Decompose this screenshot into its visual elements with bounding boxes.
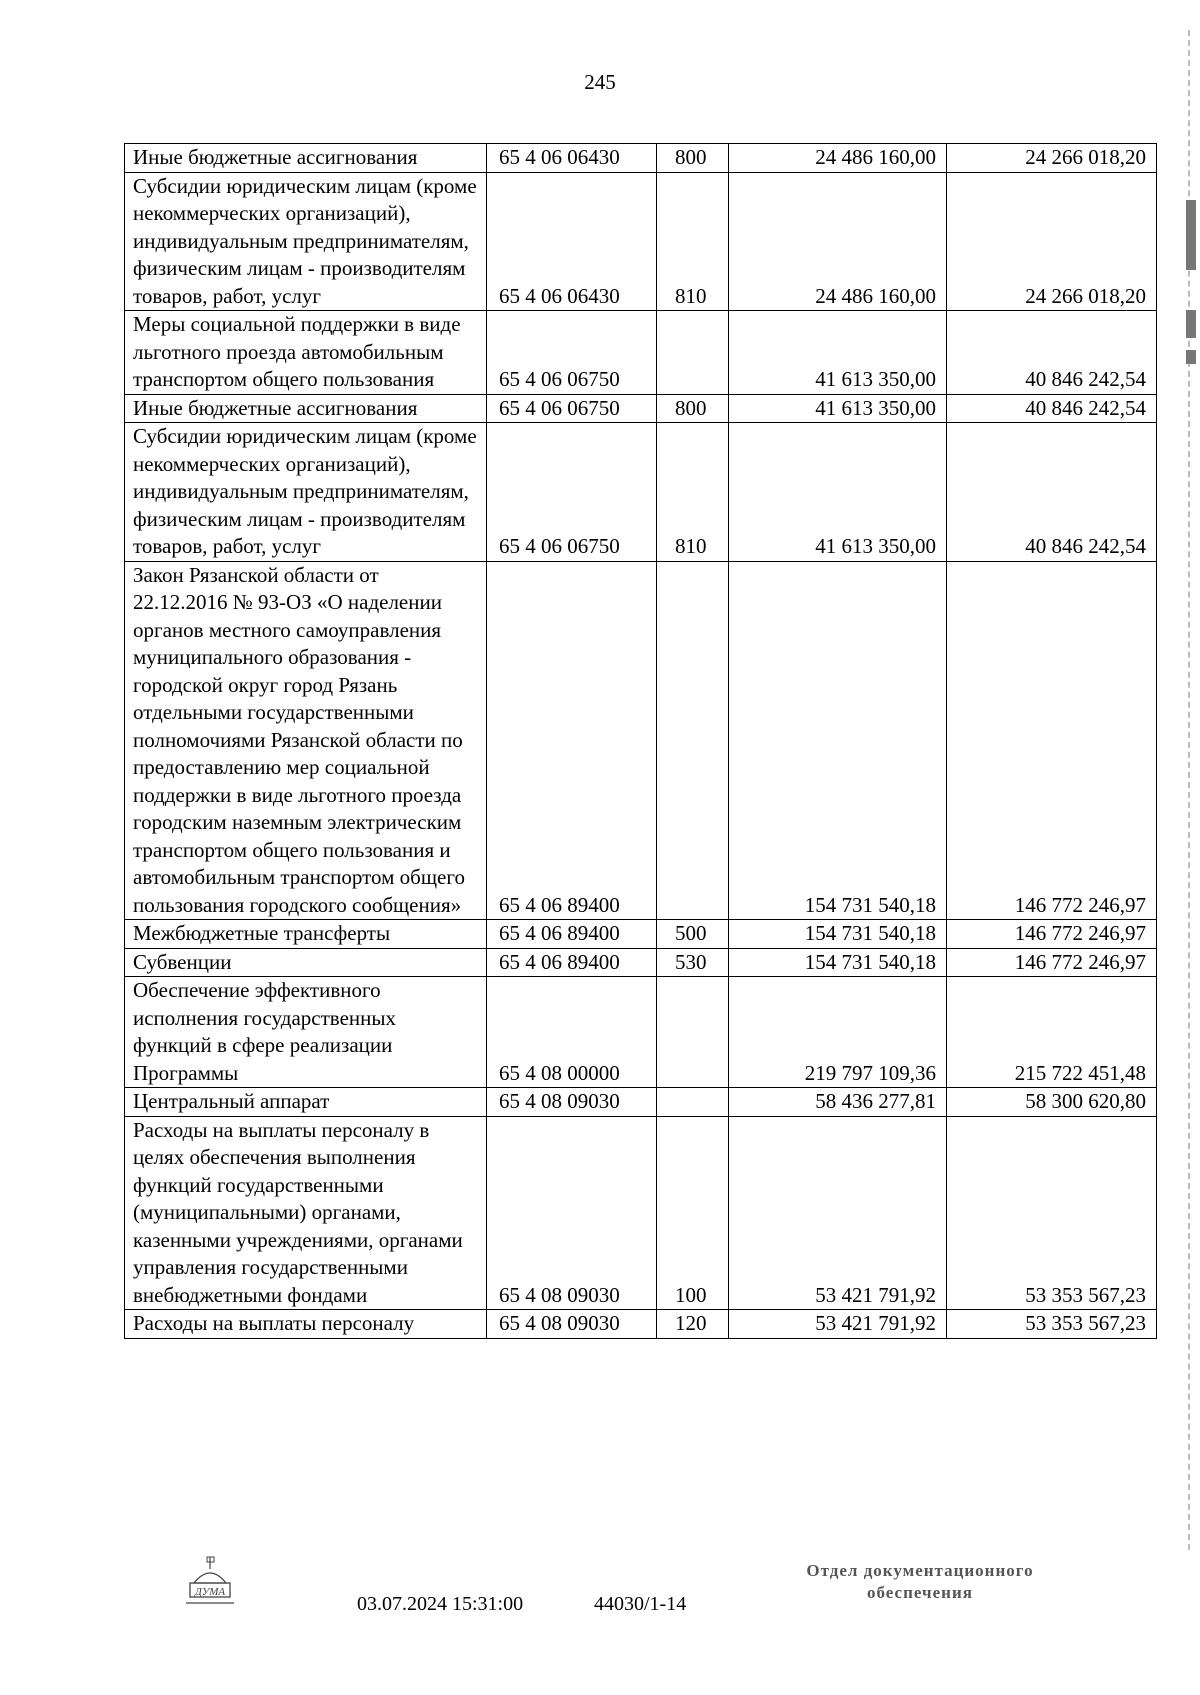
cell-plan: 154 731 540,18 — [729, 948, 947, 977]
cell-name: Субсидии юридическим лицам (кроме некоммерческих организаций), индивидуальным предпринимателям, физическим лицам - производителям товаров, работ, услуг — [125, 423, 487, 562]
cell-code: 65 4 06 06430 — [487, 172, 657, 311]
cell-plan: 219 797 109,36 — [729, 977, 947, 1088]
table-row — [125, 311, 1157, 395]
table-row — [125, 920, 1157, 949]
stamp-line-2: обеспечения — [867, 1583, 973, 1602]
cell-name: Иные бюджетные ассигнования — [125, 394, 487, 423]
cell-name: Расходы на выплаты персоналу — [125, 1310, 487, 1339]
cell-plan: 24 486 160,00 — [729, 172, 947, 311]
footer-doc-number: 44030/1-14 — [594, 1593, 687, 1615]
cell-type: 530 — [657, 948, 729, 977]
cell-actual: 24 266 018,20 — [947, 172, 1157, 311]
scan-edge-marks — [1188, 30, 1193, 1550]
duma-logo — [180, 1555, 240, 1615]
cell-type: 810 — [657, 172, 729, 311]
cell-plan: 154 731 540,18 — [729, 920, 947, 949]
cell-code: 65 4 06 06750 — [487, 311, 657, 395]
cell-type: 100 — [657, 1116, 729, 1310]
cell-plan: 41 613 350,00 — [729, 311, 947, 395]
cell-actual: 53 353 567,23 — [947, 1116, 1157, 1310]
cell-name: Субвенции — [125, 948, 487, 977]
cell-name: Закон Рязанской области от 22.12.2016 № 93-ОЗ «О наделении органов местного самоуправления муниципального образования - городской округ город Рязань отдельными государственными полномочиями Рязанской области по предоставлению мер социальной поддержки в виде льготного проезда городским наземным электрическим транспортом общего пользования и автомобильным транспортом общего пользования городского сообщения» — [125, 561, 487, 920]
table-row — [125, 394, 1157, 423]
cell-plan: 58 436 277,81 — [729, 1088, 947, 1117]
cell-name: Меры социальной поддержки в виде льготного проезда автомобильным транспортом общего пользования — [125, 311, 487, 395]
table-row — [125, 977, 1157, 1088]
cell-actual: 53 353 567,23 — [947, 1310, 1157, 1339]
cell-actual: 40 846 242,54 — [947, 311, 1157, 395]
cell-name: Расходы на выплаты персоналу в целях обеспечения выполнения функций государственными (муниципальными) органами, казенными учреждениями, органами управления государственными внебюджетными фондами — [125, 1116, 487, 1310]
cell-code: 65 4 06 06750 — [487, 423, 657, 562]
cell-actual: 215 722 451,48 — [947, 977, 1157, 1088]
page-number: 245 — [584, 70, 616, 94]
cell-actual: 24 266 018,20 — [947, 144, 1157, 173]
cell-actual: 58 300 620,80 — [947, 1088, 1157, 1117]
cell-plan: 53 421 791,92 — [729, 1116, 947, 1310]
cell-type: 500 — [657, 920, 729, 949]
cell-actual: 40 846 242,54 — [947, 394, 1157, 423]
cell-type: 800 — [657, 394, 729, 423]
footer-date: 03.07.2024 15:31:00 — [357, 1593, 524, 1615]
cell-code: 65 4 08 09030 — [487, 1088, 657, 1117]
cell-type — [657, 311, 729, 395]
cell-plan: 41 613 350,00 — [729, 394, 947, 423]
cell-type: 800 — [657, 144, 729, 173]
cell-name: Обеспечение эффективного исполнения государственных функций в сфере реализации Программы — [125, 977, 487, 1088]
table-row — [125, 1088, 1157, 1117]
cell-code: 65 4 06 89400 — [487, 920, 657, 949]
stamp-line-1: Отдел документационного — [806, 1561, 1034, 1580]
cell-code: 65 4 06 06430 — [487, 144, 657, 173]
cell-code: 65 4 08 09030 — [487, 1310, 657, 1339]
cell-actual: 40 846 242,54 — [947, 423, 1157, 562]
table-row — [125, 144, 1157, 173]
cell-plan: 41 613 350,00 — [729, 423, 947, 562]
budget-table — [124, 143, 1157, 1339]
cell-type: 120 — [657, 1310, 729, 1339]
cell-actual: 146 772 246,97 — [947, 920, 1157, 949]
cell-plan: 24 486 160,00 — [729, 144, 947, 173]
cell-code: 65 4 08 09030 — [487, 1116, 657, 1310]
cell-plan: 53 421 791,92 — [729, 1310, 947, 1339]
cell-type — [657, 1088, 729, 1117]
cell-name: Центральный аппарат — [125, 1088, 487, 1117]
cell-actual: 146 772 246,97 — [947, 948, 1157, 977]
table-row — [125, 948, 1157, 977]
cell-code: 65 4 06 89400 — [487, 948, 657, 977]
table-row — [125, 1310, 1157, 1339]
department-stamp — [780, 1560, 1060, 1604]
cell-type — [657, 977, 729, 1088]
cell-type — [657, 561, 729, 920]
logo-text: ДУМА — [194, 1586, 226, 1598]
table-row — [125, 1116, 1157, 1310]
cell-name: Межбюджетные трансферты — [125, 920, 487, 949]
cell-type: 810 — [657, 423, 729, 562]
table-row — [125, 561, 1157, 920]
cell-plan: 154 731 540,18 — [729, 561, 947, 920]
cell-code: 65 4 06 06750 — [487, 394, 657, 423]
cell-code: 65 4 08 00000 — [487, 977, 657, 1088]
cell-code: 65 4 06 89400 — [487, 561, 657, 920]
table-row — [125, 172, 1157, 311]
cell-actual: 146 772 246,97 — [947, 561, 1157, 920]
table-row — [125, 423, 1157, 562]
cell-name: Субсидии юридическим лицам (кроме некоммерческих организаций), индивидуальным предпринимателям, физическим лицам - производителям товаров, работ, услуг — [125, 172, 487, 311]
cell-name: Иные бюджетные ассигнования — [125, 144, 487, 173]
